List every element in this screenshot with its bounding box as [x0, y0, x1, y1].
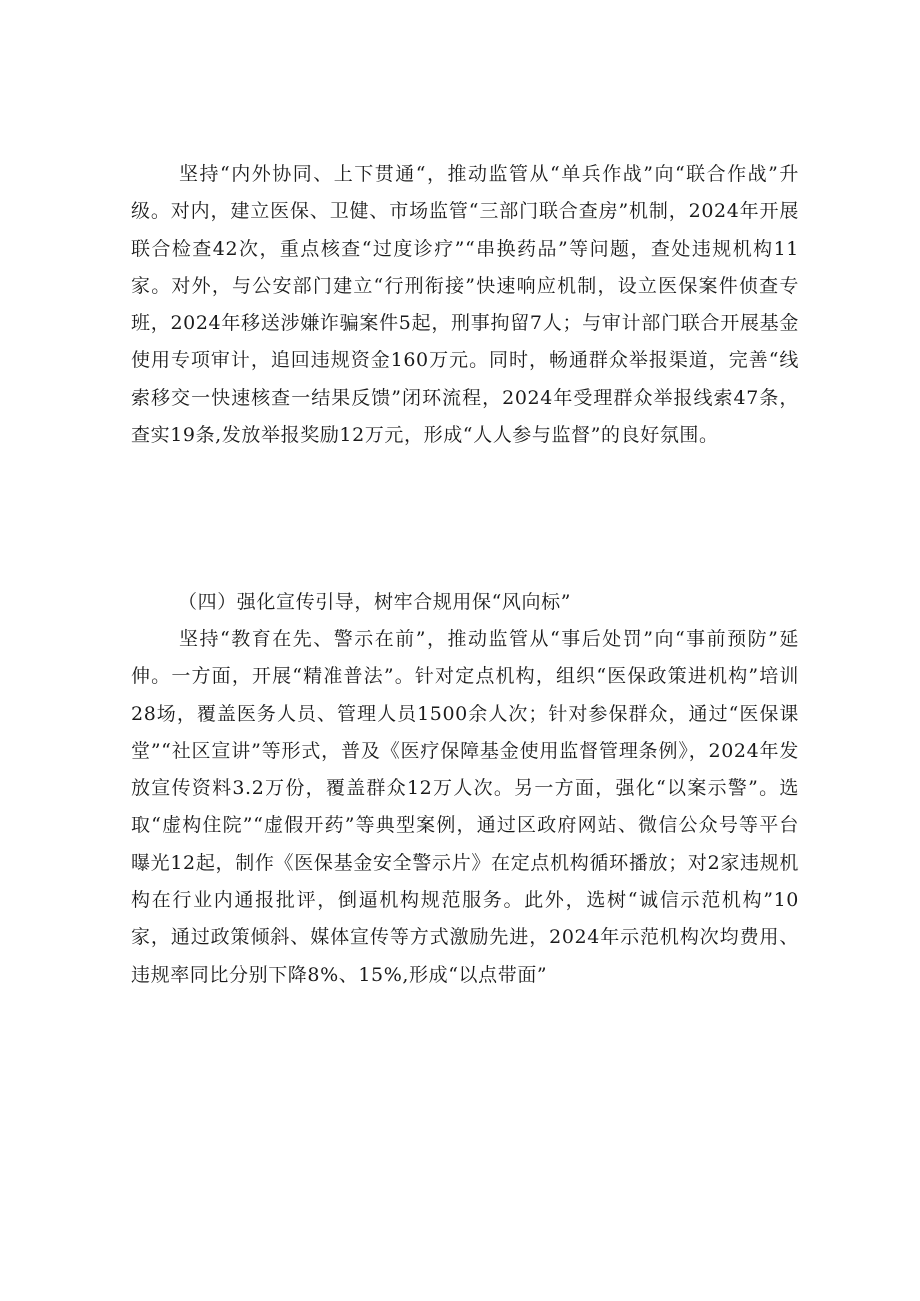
body-paragraph-publicity: 坚持“教育在先、警示在前”，推动监管从“事后处罚”向“事前预防”延伸。一方面，开展“精准普法”。针对定点机构，组织“医保政策进机构”培训28场，覆盖医务人员、管理人员1500余人次；针对参保群众，通过“医保课堂”“社区宣讲”等形式，普及《医疗保障基金使用监督管理条例》，2024年发放宣传资料3.2万份，覆盖群众12万人次。另一方面，强化“以案示警”。选取“虚构住院”“虚假开药”等典型案例，通过区政府网站、微信公众号等平台曝光12起，制作《医保基金安全警示片》在定点机构循环播放；对2家违规机构在行业内通报批评，倒逼机构规范服务。此外，选树“诚信示范机构”10家，通过政策倾斜、媒体宣传等方式激励先进，2024年示范机构次均费用、违规率同比分别下降8%、15%,形成“以点带面” [131, 628, 799, 986]
body-paragraph-joint-supervision: 坚持“内外协同、上下贯通“，推动监管从“单兵作战”向“联合作战”升级。对内，建立医保、卫健、市场监管“三部门联合查房”机制，2024年开展联合检查42次，重点核查“过度诊疗”“串换药品”等问题，查处违规机构11家。对外，与公安部门建立“行刑衔接”快速响应机制，设立医保案件侦查专班，2024年移送涉嫌诈骗案件5起，刑事拘留7人；与审计部门联合开展基金使用专项审计，追回违规资金160万元。同时，畅通群众举报渠道，完善“线索移交一快速核查一结果反馈”闭环流程，2024年受理群众举报线索47条，查实19条,发放举报奖励12万元，形成“人人参与监督”的良好氛围。 [131, 163, 799, 447]
section-heading-4: （四）强化宣传引导，树牢合规用保“风向标” [178, 591, 572, 613]
